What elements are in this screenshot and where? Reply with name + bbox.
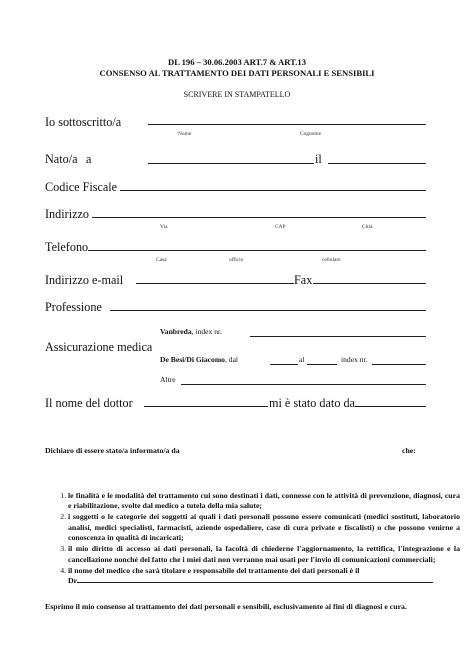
label-telefono: Telefono	[45, 240, 89, 254]
label-sottoscritto: Io sottoscritto/a	[45, 115, 122, 129]
dal-input-line[interactable]	[270, 364, 298, 365]
list-item: 3. il mio diritto di accesso ai dati personali, la facoltà di chiederne l'aggiornamento, la rettifica, l'integrazione e la cancellazione nonché del fatto che i miei dati non verranno mai usati per l'invio di comunicazioni commerciali;	[68, 544, 460, 565]
label-via: Via	[160, 224, 168, 230]
label-al: al	[299, 355, 305, 364]
label-altre: Altre	[160, 375, 176, 384]
label-dottore: Il nome del dottor	[45, 396, 133, 410]
label-codice-fiscale: Codice Fiscale	[45, 180, 118, 194]
profession-input-line[interactable]	[110, 310, 426, 311]
birthdate-input-line[interactable]	[328, 163, 426, 164]
doctor-responsible-input-line[interactable]	[77, 582, 433, 583]
label-indirizzo: Indirizzo	[45, 207, 89, 221]
closing-statement: Esprimo il mio consenso al trattamento dei dati personali e sensibili, esclusivamente ai fini di diagnosi e cura.	[45, 602, 407, 611]
label-assicurazione: Assicurazione medica	[45, 340, 153, 354]
given-by-input-line[interactable]	[355, 406, 426, 407]
label-cellulare: cellulare	[322, 257, 341, 263]
birthplace-input-line[interactable]	[148, 163, 314, 164]
label-debesi: De Besi/Di Giacomo	[160, 355, 225, 364]
list-item: 4. il nome del medico che sarà titolare e responsabile del trattamento dei dati personali è il Dr	[68, 566, 460, 587]
label-nome: Nome	[178, 131, 192, 137]
altre-input-line[interactable]	[181, 384, 426, 385]
declaration-che: che:	[402, 446, 416, 455]
consent-items-list	[46, 491, 460, 587]
codice-fiscale-input-line[interactable]	[120, 190, 426, 191]
label-citta: Città	[362, 224, 373, 230]
label-cap: CAP	[275, 224, 286, 230]
label-casa: Casa	[156, 257, 167, 263]
label-professione: Professione	[45, 300, 102, 314]
vanbreda-row	[160, 327, 222, 336]
declaration-text: Dichiaro di essere stato/a informato/a da	[45, 446, 180, 455]
label-debesi-index: index nr.	[341, 355, 368, 364]
label-dal: , dal	[224, 355, 239, 364]
form-title-law: DL 196 – 30.06.2003 ART.7 & ART.13	[167, 57, 307, 67]
phone-input-line[interactable]	[88, 250, 426, 251]
email-input-line[interactable]	[136, 283, 294, 284]
list-item: 1. le finalità e le modalità del trattamento cui sono destinati i dati, connesse con le attività di prevenzione, diagnosi, cura e riabilitazione, svolte dal medico a tutela della mia salute;	[68, 491, 460, 512]
item4-dr: Dr	[68, 576, 78, 586]
vanbreda-index-input-line[interactable]	[250, 336, 426, 337]
fax-input-line[interactable]	[313, 283, 426, 284]
debesi-index-input-line[interactable]	[372, 364, 426, 365]
al-input-line[interactable]	[307, 364, 337, 365]
form-instruction: SCRIVERE IN STAMPATELLO	[183, 90, 291, 99]
name-input-line[interactable]	[148, 124, 426, 125]
debesi-row	[160, 355, 238, 364]
label-vanbreda: Vanbreda	[160, 327, 192, 336]
label-nato-a: a	[86, 152, 92, 166]
label-fax: Fax	[294, 273, 313, 287]
label-mi-stato: mi è stato dato da	[269, 396, 355, 410]
form-title: CONSENSO AL TRATTAMENTO DEI DATI PERSONALI E SENSIBILI	[99, 68, 375, 78]
label-ufficio: ufficio	[229, 257, 244, 263]
list-item: 2. i soggetti o le categorie dei soggetti ai quali i dati personali possono essere comunicati (medici sostituti, laboratorio analisi, medici specialisti, farmacisti, aziende ospedaliere, case di cura private e fiscalisti) o che possono venirne a conoscenza in qualità di incaricati;	[68, 512, 460, 543]
label-vanbreda-index: , index nr.	[191, 327, 223, 336]
label-email: Indirizzo e-mail	[45, 273, 124, 287]
label-nato: Nato/a	[45, 152, 78, 166]
doctor-name-input-line[interactable]	[144, 406, 268, 407]
address-input-line[interactable]	[92, 217, 426, 218]
label-il: il	[315, 152, 322, 166]
label-cognome: Cognome	[300, 131, 321, 137]
